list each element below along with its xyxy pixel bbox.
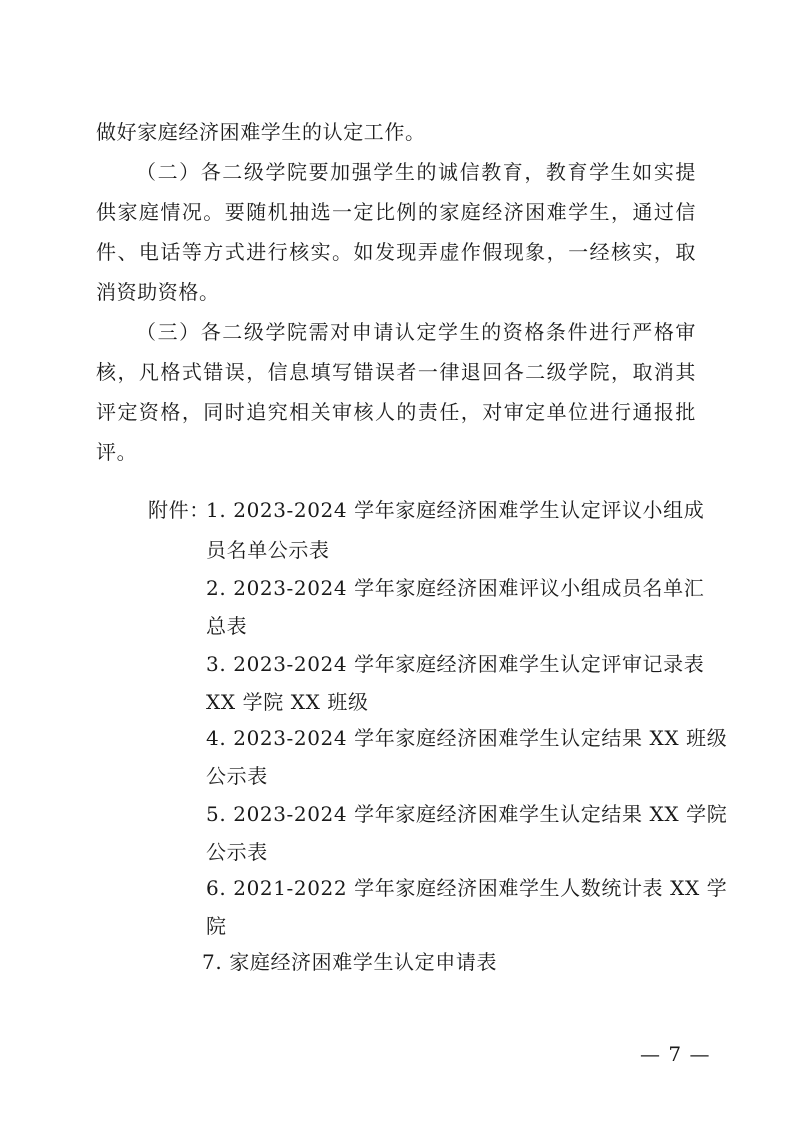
attachment-1-line-2: 员名单公示表 [206, 538, 330, 562]
attachment-4-line-1: 4. 2023-2024 学年家庭经济困难学生认定结果 XX 班级 [206, 726, 728, 750]
attachment-3-line-2: XX 学院 XX 班级 [206, 690, 369, 714]
paragraph-2-line-1: （二）各二级学院要加强学生的诚信教育，教育学生如实提 [136, 160, 696, 184]
attachment-2-line-1: 2. 2023-2024 学年家庭经济困难评议小组成员名单汇 [206, 576, 705, 600]
paragraph-2-line-4: 消资助资格。 [96, 280, 220, 304]
paragraph-2-line-3: 件、电话等方式进行核实。如发现弄虚作假现象，一经核实，取 [96, 240, 696, 264]
paragraph-3-line-1: （三）各二级学院需对申请认定学生的资格条件进行严格审 [136, 320, 696, 344]
attachment-6-line-2: 院 [206, 914, 227, 938]
attachment-1-line-1: 1. 2023-2024 学年家庭经济困难学生认定评议小组成 [206, 498, 705, 522]
paragraph-3-line-2: 核，凡格式错误，信息填写错误者一律退回各二级学院，取消其 [96, 360, 696, 384]
attachment-3-line-1: 3. 2023-2024 学年家庭经济困难学生认定评审记录表 [206, 652, 705, 676]
paragraph-3-line-4: 评。 [96, 440, 138, 464]
paragraph-1-line-1: 做好家庭经济困难学生的认定工作。 [96, 120, 426, 144]
attachment-7-line-1: 7. 家庭经济困难学生认定申请表 [202, 950, 498, 974]
attachment-5-line-2: 公示表 [206, 840, 268, 864]
attachment-6-line-1: 6. 2021-2022 学年家庭经济困难学生人数统计表 XX 学 [206, 876, 728, 900]
paragraph-3-line-3: 评定资格，同时追究相关审核人的责任，对审定单位进行通报批 [96, 400, 696, 424]
attachment-2-line-2: 总表 [206, 614, 248, 638]
paragraph-2-line-2: 供家庭情况。要随机抽选一定比例的家庭经济困难学生，通过信 [96, 200, 696, 224]
attachments-label: 附件： [148, 498, 210, 522]
attachment-4-line-2: 公示表 [206, 764, 268, 788]
attachment-5-line-1: 5. 2023-2024 学年家庭经济困难学生认定结果 XX 学院 [206, 802, 728, 826]
page-number: — 7 — [640, 1042, 711, 1066]
